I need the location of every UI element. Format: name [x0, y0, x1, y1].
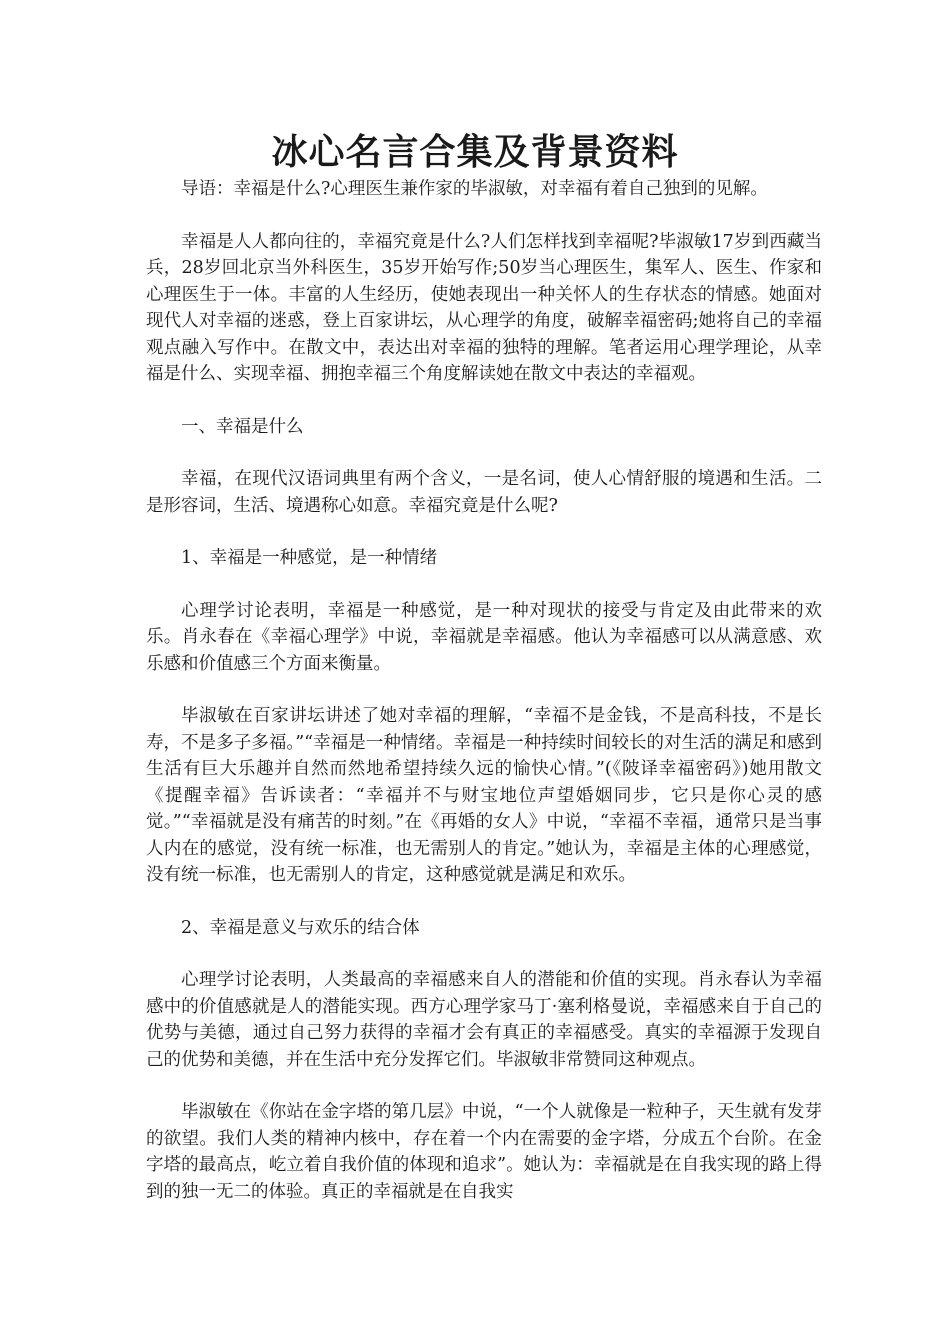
body-paragraph: 心理学讨论表明，人类最高的幸福感来自人的潜能和价值的实现。肖永春认为幸福感中的价值感就是人的潜能实现。西方心理学家马丁·塞利格曼说，幸福感来自于自己的优势与美德，通过自己努力获得的幸福才会有真正的幸福感受。真实的幸福源于发现自己的优势和美德，并在生活中充分发挥它们。毕淑敏非常赞同这种观点。: [146, 970, 822, 1070]
document-title: 冰心名言合集及背景资料: [271, 131, 679, 173]
subsection-heading: 2、幸福是意义与欢乐的结合体: [181, 917, 420, 938]
intro-paragraph: 导语：幸福是什么?心理医生兼作家的毕淑敏，对幸福有着自己独到的见解。: [181, 179, 768, 199]
body-paragraph: 毕淑敏在百家讲坛讲述了她对幸福的理解，“幸福不是金钱，不是高科技，不是长寿，不是多子多福。”“幸福是一种情绪。幸福是一种持续时间较长的对生活的满足和感到生活有巨大乐趣并自然而然地希望持续久远的愉快心情。”(《陂译幸福密码》)她用散文《提醒幸福》告诉读者：“幸福并不与财宝地位声望婚姻同步，它只是你心灵的感觉。”“幸福就是没有痛苦的时刻。”在《再婚的女人》中说，“幸福不幸福，通常只是当事人内在的感觉，没有统一标准，也无需别人的肯定。”她认为，幸福是主体的心理感觉，没有统一标准，也无需别人的肯定，这种感觉就是满足和欢乐。: [146, 706, 822, 885]
subsection-heading: 1、幸福是一种感觉，是一种情绪: [181, 548, 438, 568]
body-paragraph: 幸福，在现代汉语词典里有两个含义，一是名词，使人心情舒服的境遇和生活。二是形容词，生活、境遇称心如意。幸福究竟是什么呢?: [146, 469, 822, 516]
body-paragraph: 毕淑敏在《你站在金字塔的第几层》中说，“一个人就像是一粒种子，天生就有发芽的欲望。我们人类的精神内核中，存在着一个内在需要的金字塔，分成五个台阶。在金字塔的最高点，屹立着自我价值的体现和追求”。她认为：幸福就是在自我实现的路上得到的独一无二的体验。真正的幸福就是在自我实: [146, 1102, 822, 1202]
section-heading: 一、幸福是什么: [181, 416, 304, 437]
document-body: [146, 176, 822, 1231]
body-paragraph: 幸福是人人都向往的，幸福究竟是什么?人们怎样找到幸福呢?毕淑敏17岁到西藏当兵，28岁回北京当外科医生，35岁开始写作;50岁当心理医生，集军人、医生、作家和心理医生于一体。丰富的人生经历，使她表现出一种关怀人的生存状态的情感。她面对现代人对幸福的迷惑，登上百家讲坛，从心理学的角度，破解幸福密码;她将自己的幸福观点融入写作中。在散文中，表达出对幸福的独特的理解。笔者运用心理学理论，从幸福是什么、实现幸福、拥抱幸福三个角度解读她在散文中表达的幸福观。: [146, 231, 822, 384]
body-paragraph: 心理学讨论表明，幸福是一种感觉，是一种对现状的接受与肯定及由此带来的欢乐。肖永春在《幸福心理学》中说，幸福就是幸福感。他认为幸福感可以从满意感、欢乐感和价值感三个方面来衡量。: [146, 600, 822, 674]
